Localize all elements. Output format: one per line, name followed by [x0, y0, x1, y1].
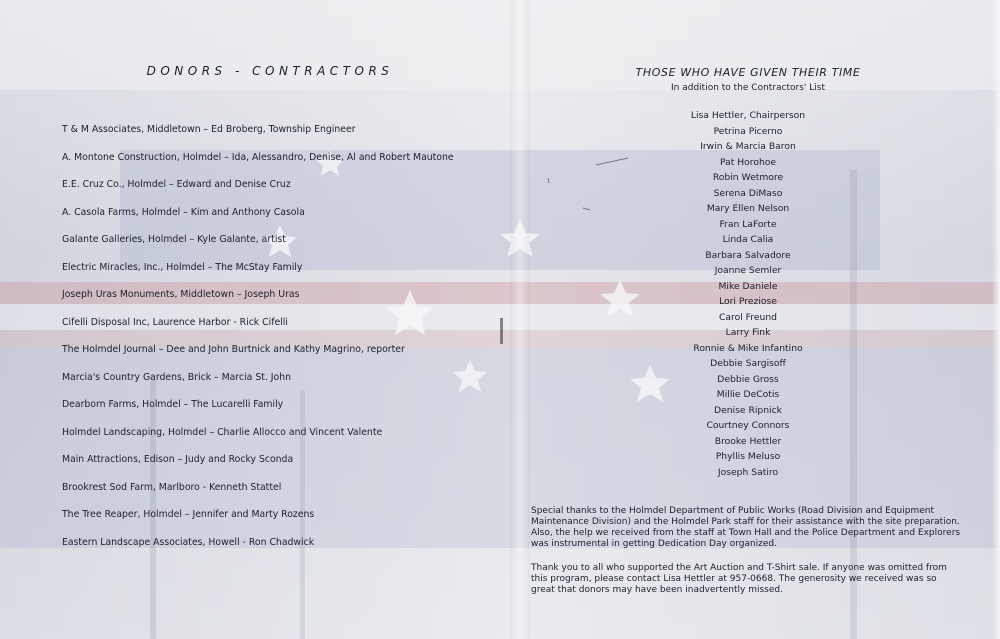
volunteer-item: Irwin & Marcia Baron — [700, 141, 796, 152]
donor-item: Main Attractions, Edison – Judy and Rocky Sconda — [62, 454, 294, 465]
volunteers-subtitle: In addition to the Contractors' List — [671, 83, 825, 93]
donor-item: A. Casola Farms, Holmdel – Kim and Anthony Casola — [62, 206, 305, 218]
volunteers-list — [648, 109, 848, 481]
volunteer-item: Barbara Salvadore — [705, 249, 791, 261]
volunteer-item: Denise Ripnick — [714, 404, 782, 416]
volunteer-item: Robin Wetmore — [712, 172, 784, 183]
volunteer-item: Ronnie & Mike Infantino — [693, 342, 803, 354]
volunteers-title: THOSE WHO HAVE GIVEN THEIR TIME — [635, 66, 861, 79]
volunteer-item: Mike Daniele — [718, 280, 778, 292]
volunteer-item: Carol Freund — [718, 311, 778, 323]
donor-item: Eastern Landscape Associates, Howell - Ron Chadwick — [62, 536, 315, 548]
volunteer-item: Millie DeCotis — [716, 389, 780, 400]
volunteer-item: Mary Ellen Nelson — [706, 203, 790, 214]
volunteer-item: Debbie Gross — [717, 373, 779, 385]
donor-item: The Holmdel Journal – Dee and John Burtnick and Kathy Magrino, reporter — [62, 344, 405, 355]
donor-item: Brookrest Sod Farm, Marlboro - Kenneth Stattel — [62, 481, 282, 493]
volunteer-item: Petrina Picerno — [713, 125, 783, 137]
special-thanks-paragraph: Special thanks to the Holmdel Department of Public Works (Road Division and Equipment Maintenance Division) and the Holmdel Park staff for their assistance with the site preparation. Also, the help we received from the staff at Town Hall and the Police Department and Explorers was instrumental in getting Dedication Day organized. — [531, 506, 961, 549]
page-fold — [510, 0, 530, 639]
volunteer-item: Lisa Hettler, Chairperson — [690, 110, 806, 121]
volunteer-item: Brooke Hettler — [714, 435, 782, 447]
donor-item: E.E. Cruz Co., Holmdel – Edward and Denise Cruz — [62, 179, 291, 190]
volunteer-item: Joanne Semler — [714, 265, 782, 276]
volunteer-item: Pat Horohoe — [719, 156, 777, 168]
volunteer-item: Linda Calia — [722, 234, 774, 245]
donor-item: A. Montone Construction, Holmdel – Ida, Alessandro, Denise, Al and Robert Mautone — [62, 151, 454, 163]
thank-you-paragraph: Thank you to all who supported the Art Auction and T-Shirt sale. If anyone was omitted from this program, please contact Lisa Hettler at 957-0668. The generosity we received was so great that donors may have been inadvertently missed. — [531, 563, 947, 595]
donor-item: The Tree Reaper, Holmdel – Jennifer and Marty Rozens — [62, 509, 315, 520]
volunteer-item: Courtney Connors — [706, 420, 790, 431]
donor-item: Holmdel Landscaping, Holmdel – Charlie Allocco and Vincent Valente — [62, 426, 383, 438]
volunteer-item: Fran LaForte — [719, 218, 777, 230]
donor-item: Cifelli Disposal Inc, Laurence Harbor - Rick Cifelli — [62, 316, 288, 328]
volunteer-item: Phyllis Meluso — [715, 451, 781, 462]
donor-item: Joseph Uras Monuments, Middletown – Joseph Uras — [62, 289, 300, 300]
volunteer-item: Debbie Sargisoff — [710, 358, 786, 369]
donor-item: Marcia's Country Gardens, Brick – Marcia St. John — [62, 371, 291, 383]
volunteer-item: Serena DiMaso — [713, 187, 783, 199]
donor-item: Dearborn Farms, Holmdel – The Lucarelli Family — [62, 399, 284, 410]
volunteer-item: Joseph Satiro — [717, 466, 779, 478]
donors-list — [62, 123, 502, 563]
volunteer-item: Larry Fink — [725, 327, 771, 338]
donor-item: T & M Associates, Middletown – Ed Broberg, Township Engineer — [62, 124, 356, 135]
page-edge — [992, 0, 1000, 639]
donors-title: DONORS - CONTRACTORS — [146, 64, 394, 78]
donor-item: Electric Miracles, Inc., Holmdel – The McStay Family — [62, 261, 303, 273]
volunteer-item: Lori Preziose — [719, 296, 777, 307]
donor-item: Galante Galleries, Holmdel – Kyle Galante, artist — [62, 234, 286, 245]
